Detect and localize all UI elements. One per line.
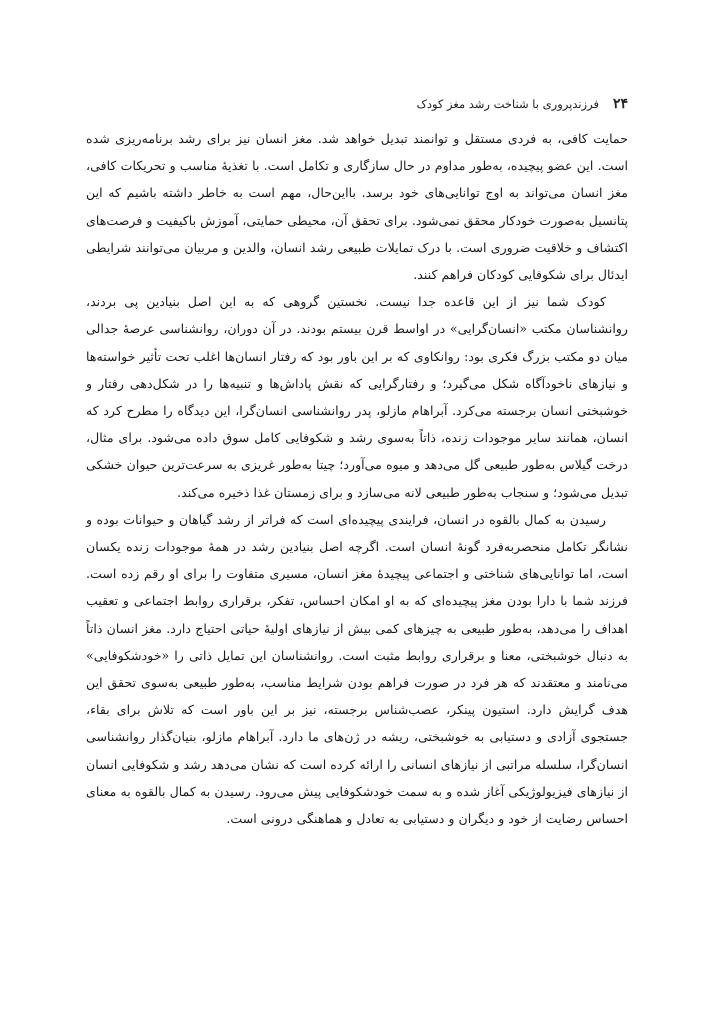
paragraph-2: کودک شما نیز از این قاعده جدا نیست. نخستین گروهی که به این اصل بنیادین پی بردند، روانشناسان مکتب «انسان‌گرایی» در اواسط قرن بیستم بودند. در آن دوران، روانشناسی عرصهٔ جدالی میان دو مکتب بزرگ فکری بود: روانکاوی که بر این باور بود که رفتار انسان‌ها اغلب تحت تأثیر خواسته‌ها و نیازهای ناخودآگاه شکل می‌گیرد؛ و رفتارگرایی که نقش پاداش‌ها و تنبیه‌ها را در شکل‌دهی رفتار و خوشبختی انسان برجسته می‌کرد. آبراهام مازلو، پدر روانشناسی انسان‌گرا، این دیدگاه را مطرح کرد که انسان، همانند سایر موجودات زنده، ذاتاً به‌سوی رشد و شکوفایی کامل سوق داده می‌شود. برای مثال، درخت گیلاس به‌طور طبیعی گل می‌دهد و میوه می‌آورد؛ چیتا به‌طور غریزی به سرعت‌ترین حیوان خشکی تبدیل می‌شود؛ و سنجاب به‌طور طبیعی لانه می‌سازد و برای زمستان غذا ذخیره می‌کند. [86,294,628,500]
page-number: ۲۴ [612,96,628,112]
paragraph-3: رسیدن به کمال بالقوه در انسان، فرایندی پیچیده‌ای است که فراتر از رشد گیاهان و حیوانات بوده و نشانگر تکامل منحصربه‌فرد گونهٔ انسان است. اگرچه اصل بنیادین رشد در همهٔ موجودات زنده یکسان است، اما توانایی‌های شناختی و اجتماعی پیچیدهٔ مغز انسان، مسیری متفاوت را برای او رقم زده است. فرزند شما با دارا بودن مغز پیچیده‌ای که به او امکان احساس، تفکر، برقراری روابط اجتماعی و تعقیب اهداف را می‌دهد، به‌طور طبیعی به چیزهای کمی بیش از نیازهای اولیهٔ حیاتی احتیاج دارد. مغز انسان ذاتاً به دنبال خوشبختی، معنا و برقراری روابط مثبت است. روانشناسان این تمایل ذاتی را «خودشکوفایی» می‌نامند و معتقدند که هر فرد در صورت فراهم بودن شرایط مناسب، به‌طور طبیعی به‌سوی تحقق این هدف گرایش دارد. استیون پینکر، عصب‌شناس برجسته، نیز بر این باور است که تلاش برای بقاء، جستجوی آزادی و دستیابی به خوشبختی، ریشه در ژن‌های ما دارد. آبراهام مازلو، بنیان‌گذار روانشناسی انسان‌گرا، سلسله مراتبی از نیازهای انسانی را ارائه کرده است که نشان می‌دهد رشد و شکوفایی انسان از نیازهای فیزیولوژیکی آغاز شده و به سمت خودشکوفایی پیش می‌رود. رسیدن به کمال بالقوه به معنای احساس رضایت از خود و دیگران و دستیابی به تعادل و هماهنگی درونی است. [86,511,628,827]
running-title: فرزندپروری با شناخت رشد مغز کودک [416,97,599,111]
paragraph-1: حمایت کافی، به فردی مستقل و توانمند تبدیل خواهد شد. مغز انسان نیز برای رشد برنامه‌ریزی شده است. این عضو پیچیده، به‌طور مداوم در حال سازگاری و تکامل است. با تغذیهٔ مناسب و تحریکات کافی، مغز انسان می‌تواند به اوج توانایی‌های خود برسد. بااین‌حال، مهم است به خاطر داشته باشیم که این پتانسیل به‌صورت خودکار محقق نمی‌شود. برای تحقق آن، محیطی حمایتی، آموزش باکیفیت و فرصت‌های اکتشاف و خلاقیت ضروری است. با درک تمایلات طبیعی رشد انسان، والدین و مربیان می‌توانند شرایطی ایدئال برای شکوفایی کودکان فراهم کنند. [86,131,628,283]
running-header [417,96,628,112]
body-text [86,125,628,832]
